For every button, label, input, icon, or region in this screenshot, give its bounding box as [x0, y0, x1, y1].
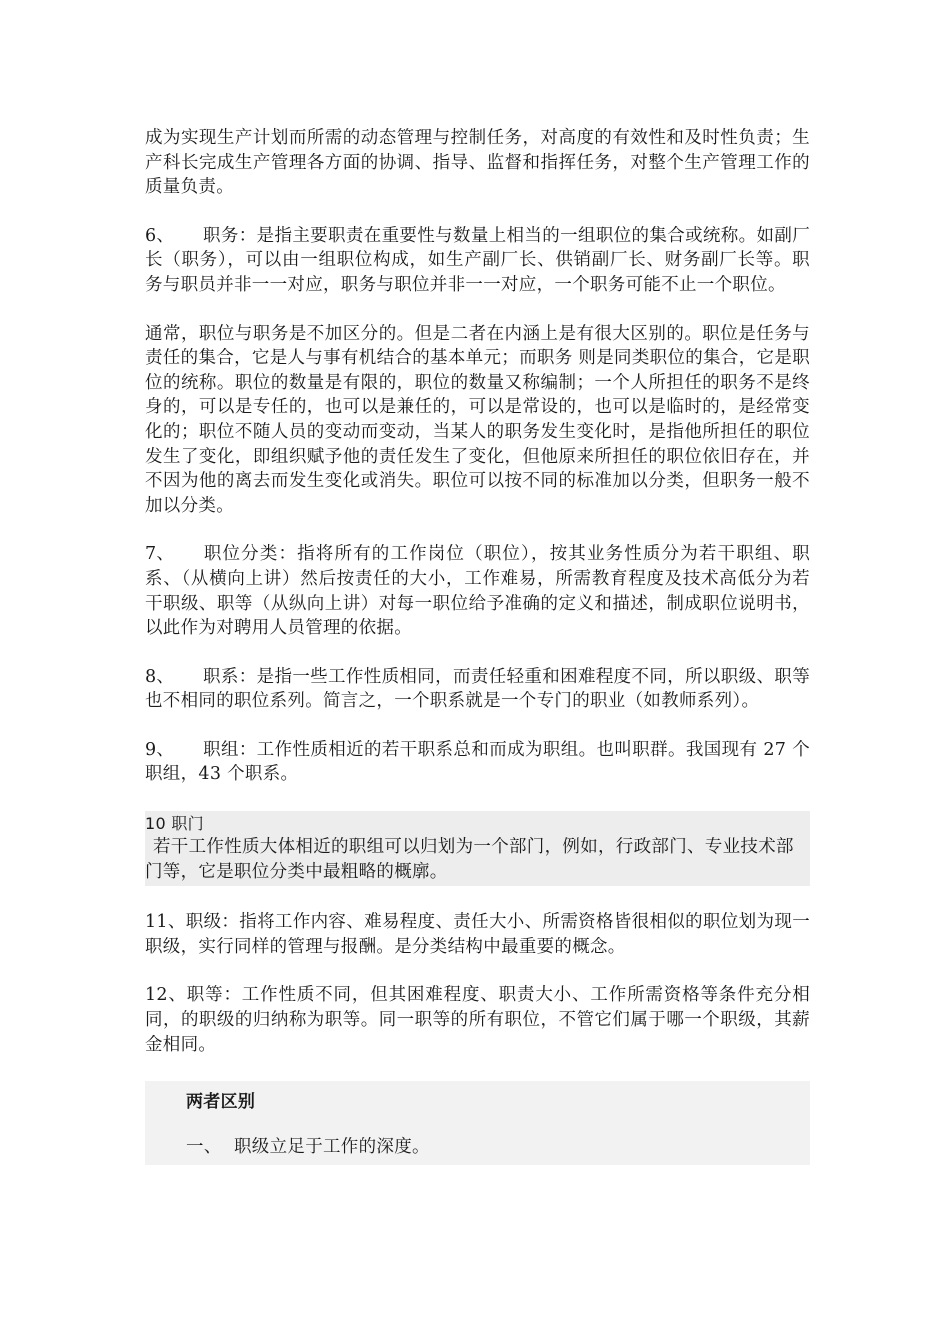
difference-item-1	[145, 1135, 810, 1159]
item-text: 职务：是指主要职责在重要性与数量上相当的一组职位的集合或统称。如副厂长（职务），可以由一组职位构成，如生产副厂长、供销副厂长、财务副厂长等。职务与职员并非一一对应，职务与职位并非一一对应，一个职务可能不止一个职位。	[145, 225, 810, 295]
difference-section	[145, 1081, 810, 1165]
difference-title: 两者区别	[186, 1092, 256, 1113]
item-number: 一、	[186, 1137, 222, 1158]
item-number: 9、	[145, 739, 175, 760]
item-text: 职系：是指一些工作性质相同，而责任轻重和困难程度不同，所以职级、职等也不相同的职位系列。简言之，一个职系就是一个专门的职业（如教师系列）。	[145, 666, 810, 712]
section-heading: 10 职门	[145, 814, 204, 834]
item-number: 8、	[145, 666, 175, 687]
document-body	[145, 126, 810, 1165]
paragraph-item-6	[145, 224, 810, 298]
item-text: 职级立足于工作的深度。	[234, 1137, 430, 1158]
item-text: 职组：工作性质相近的若干职系总和而成为职组。也叫职群。我国现有 27 个职组，43 个职系。	[145, 739, 810, 785]
item-number: 7、	[145, 544, 175, 565]
section-text: 若干工作性质大体相近的职组可以归划为一个部门，例如，行政部门、专业技术部门等，它是职位分类中最粗略的概廓。	[145, 837, 794, 882]
paragraph-item-7	[145, 542, 810, 640]
paragraph-item-12: 12、职等：工作性质不同，但其困难程度、职责大小、工作所需资格等条件充分相同，的职级的归纳称为职等。同一职等的所有职位，不管它们属于哪一个职级，其薪金相同。	[145, 985, 810, 1055]
paragraph-item-11: 11、职级：指将工作内容、难易程度、责任大小、所需资格皆很相似的职位划为现一职级，实行同样的管理与报酬。是分类结构中最重要的概念。	[145, 912, 810, 957]
paragraph-item-8	[145, 665, 810, 714]
paragraph-continuation: 成为实现生产计划而所需的动态管理与控制任务，对高度的有效性和及时性负责；生产科长完成生产管理各方面的协调、指导、监督和指挥任务，对整个生产管理工作的质量负责。	[145, 128, 810, 198]
item-number: 6、	[145, 225, 175, 246]
paragraph-item-9	[145, 738, 810, 787]
paragraph-position-vs-duty: 通常，职位与职务是不加区分的。但是二者在内涵上是有很大区别的。职位是任务与责任的集合，它是人与事有机结合的基本单元；而职务 则是同类职位的集合，它是职位的统称。职位的数量是有限的，职位的数量又称编制；一个人所担任的职务不是终身的，可以是专任的，也可以是兼任的，可以是常设的，也可以是临时的，是经常变化的；职位不随人员的变动而变动，当某人的职务发生变化时，是指他所担任的职位发生了变化，即组织赋予他的责任发生了变化，但他原来所担任的职位依旧存在，并不因为他的离去而发生变化或消失。职位可以按不同的标准加以分类，但职务一般不加以分类。	[145, 323, 810, 516]
highlighted-section-10	[145, 811, 810, 886]
item-text: 职位分类：指将所有的工作岗位（职位），按其业务性质分为若干职组、职系、（从横向上讲）然后按责任的大小，工作难易，所需教育程度及技术高低分为若干职级、职等（从纵向上讲）对每一职位给予准确的定义和描述，制成职位说明书，以此作为对聘用人员管理的依据。	[145, 544, 810, 639]
